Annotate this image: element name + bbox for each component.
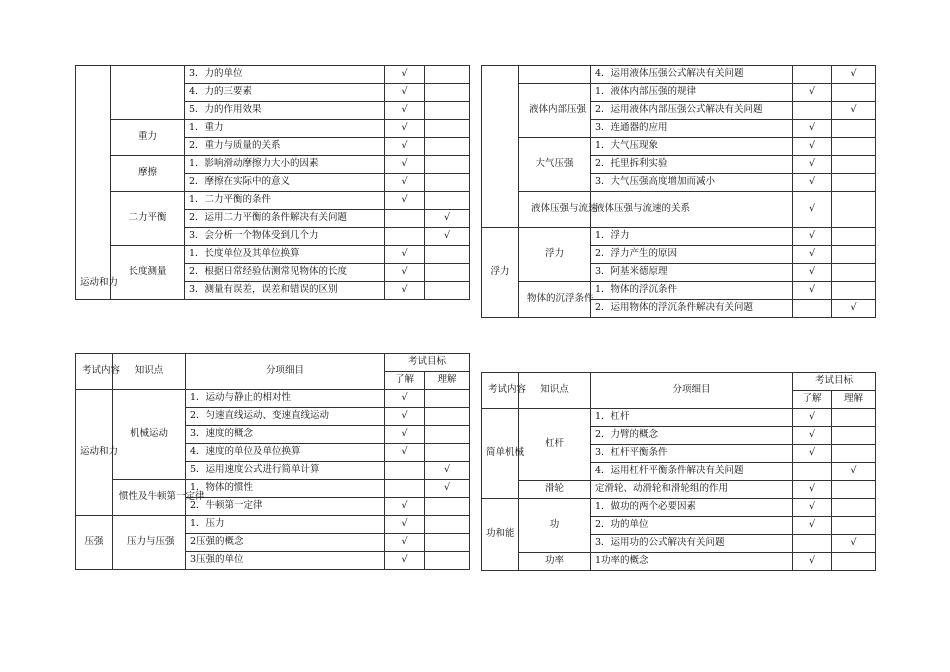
item-cell: 2．摩擦在实际中的意义 [185,174,385,192]
knowledge-cell: 二力平衡 [111,192,185,246]
header-understand: 了解 [385,372,425,390]
check-comprehend [832,156,876,174]
header-comprehend: 理解 [425,372,470,390]
table-row [482,192,876,228]
check-understand: √ [793,192,832,228]
item-cell: 3．力的单位 [185,66,385,84]
table-row [482,282,876,300]
topic-cell: 运动和力 [76,390,113,516]
item-cell: 3．大气压强高度增加而减小 [591,174,793,192]
item-cell: 1功率的概念 [591,553,793,571]
header-content: 考试内容 [482,373,519,409]
item-cell: 1．做功的两个必要因素 [591,499,793,517]
check-understand: √ [385,138,425,156]
table-row [482,228,876,246]
table-row [76,192,470,210]
item-cell: 5．力的作用效果 [185,102,385,120]
check-comprehend [832,264,876,282]
item-cell: 2．匀速直线运动、变速直线运动 [186,408,385,426]
table-row [482,84,876,102]
check-understand [793,66,832,84]
item-cell: 1．二力平衡的条件 [185,192,385,210]
check-comprehend [832,192,876,228]
check-comprehend [832,228,876,246]
check-understand: √ [793,445,832,463]
check-understand [793,535,832,553]
item-cell: 2．力臂的概念 [591,427,793,445]
item-cell: 定滑轮、动滑轮和滑轮组的作用 [591,481,793,499]
item-cell: 3．测量有误差，误差和错误的区别 [185,282,385,300]
knowledge-cell-empty [111,66,185,120]
item-cell: 5．运用速度公式进行简单计算 [186,462,385,480]
header-understand: 了解 [793,391,832,409]
knowledge-cell: 液体内部压强 [519,84,591,138]
check-understand: √ [385,102,425,120]
item-cell: 3．速度的概念 [186,426,385,444]
item-cell: 3压强的单位 [186,552,385,570]
item-cell: 4．运用杠杆平衡条件解决有关问题 [591,463,793,481]
topic-cell: 功和能 [482,499,519,571]
check-comprehend [832,84,876,102]
check-understand: √ [793,481,832,499]
check-comprehend [425,138,470,156]
check-understand [793,102,832,120]
item-cell: 4．速度的单位及单位换算 [186,444,385,462]
check-understand: √ [385,192,425,210]
table-row [76,390,470,408]
item-cell: 2．功的单位 [591,517,793,535]
check-understand: √ [385,516,425,534]
check-understand: √ [793,499,832,517]
check-comprehend [425,264,470,282]
knowledge-cell: 物体的沉浮条件 [519,282,591,318]
check-comprehend [425,390,470,408]
check-understand: √ [385,498,425,516]
check-comprehend [425,84,470,102]
table-header-row [482,373,876,391]
check-understand [385,462,425,480]
check-understand: √ [793,282,832,300]
item-cell: 1．浮力 [591,228,793,246]
check-understand: √ [385,444,425,462]
header-comprehend: 理解 [832,391,876,409]
table-buoyancy [481,65,876,318]
item-cell: 1．长度单位及其单位换算 [185,246,385,264]
item-cell: 1．物体的惯性 [186,480,385,498]
header-goal: 考试目标 [385,354,470,372]
item-cell: 3．连通器的应用 [591,120,793,138]
header-items: 分项细目 [591,373,793,409]
table-row [482,499,876,517]
check-understand: √ [793,427,832,445]
item-cell: 2．运用二力平衡的条件解决有关问题 [185,210,385,228]
knowledge-cell: 机械运动 [113,390,186,480]
check-understand: √ [385,552,425,570]
check-understand: √ [385,426,425,444]
knowledge-cell: 功 [519,499,591,553]
check-understand: √ [385,534,425,552]
check-comprehend: √ [832,463,876,481]
item-cell: 3．杠杆平衡条件 [591,445,793,463]
check-comprehend [832,409,876,427]
check-understand [385,228,425,246]
check-comprehend: √ [832,66,876,84]
check-comprehend [425,498,470,516]
header-knowledge: 知识点 [519,373,591,409]
table-motion-pressure [75,353,470,570]
check-understand: √ [793,264,832,282]
knowledge-cell-empty [519,66,591,84]
item-cell: 2．浮力产生的原因 [591,246,793,264]
item-cell: 1．杠杆 [591,409,793,427]
check-comprehend [832,445,876,463]
item-cell: 1．重力 [185,120,385,138]
header-items: 分项细目 [186,354,385,390]
check-comprehend: √ [425,480,470,498]
check-comprehend [832,138,876,156]
check-comprehend [832,517,876,535]
table-row [76,516,470,534]
check-comprehend: √ [832,102,876,120]
check-comprehend [425,66,470,84]
topic-cell: 浮力 [482,228,519,318]
check-understand: √ [793,228,832,246]
knowledge-cell: 大气压强 [519,138,591,192]
check-comprehend [425,426,470,444]
check-understand: √ [385,390,425,408]
item-cell: 3．阿基米德原理 [591,264,793,282]
item-cell: 2．根据日常经验估测常见物体的长度 [185,264,385,282]
table-row [76,246,470,264]
check-comprehend [832,246,876,264]
check-understand: √ [385,408,425,426]
topic-cell: 压强 [76,516,113,570]
topic-cell: 简单机械 [482,409,519,499]
table-machines-work [481,372,876,571]
check-understand: √ [793,156,832,174]
check-comprehend [425,174,470,192]
check-comprehend [425,408,470,426]
header-goal: 考试目标 [793,373,876,391]
check-understand: √ [385,264,425,282]
item-cell: 1．影响滑动摩擦力大小的因素 [185,156,385,174]
topic-cell-empty [482,66,519,228]
table-row [482,553,876,571]
check-understand: √ [385,246,425,264]
table-header-row [76,354,470,372]
check-understand: √ [793,553,832,571]
check-comprehend [425,102,470,120]
knowledge-cell: 压力与压强 [113,516,186,570]
table-row [482,138,876,156]
check-comprehend [425,246,470,264]
table-row [482,481,876,499]
knowledge-cell: 惯性及牛顿第一定律 [113,480,186,516]
check-understand: √ [385,174,425,192]
check-understand: √ [793,120,832,138]
knowledge-cell: 重力 [111,120,185,156]
check-understand: √ [385,282,425,300]
check-understand [793,463,832,481]
check-comprehend [832,282,876,300]
knowledge-cell: 液体压强与流速 [519,192,591,228]
check-comprehend [425,282,470,300]
check-comprehend [832,427,876,445]
check-understand: √ [385,66,425,84]
check-comprehend: √ [832,535,876,553]
check-understand [793,300,832,318]
item-cell: 1．物体的浮沉条件 [591,282,793,300]
check-understand: √ [385,156,425,174]
check-understand: √ [793,517,832,535]
check-comprehend [425,120,470,138]
item-cell: 3．运用功的公式解决有关问题 [591,535,793,553]
item-cell: 2．托里拆利实验 [591,156,793,174]
check-comprehend [425,534,470,552]
table-row [76,480,470,498]
topic-cell: 运动和力 [76,66,111,300]
table-motion-force-1 [75,65,470,300]
item-cell: 3．会分析一个物体受到几个力 [185,228,385,246]
item-cell: 2．重力与质量的关系 [185,138,385,156]
check-understand: √ [793,409,832,427]
header-knowledge: 知识点 [113,354,186,390]
check-comprehend: √ [425,210,470,228]
knowledge-cell: 长度测量 [111,246,185,300]
check-understand: √ [793,246,832,264]
check-comprehend [832,481,876,499]
item-cell: 1．运动与静止的相对性 [186,390,385,408]
check-comprehend [425,552,470,570]
knowledge-cell: 滑轮 [519,481,591,499]
check-comprehend [425,192,470,210]
item-cell: 1．大气压现象 [591,138,793,156]
check-understand [385,210,425,228]
item-cell: 2．运用物体的浮沉条件解决有关问题 [591,300,793,318]
table-row [76,156,470,174]
knowledge-cell: 浮力 [519,228,591,282]
table-row [76,66,470,84]
table-row [482,409,876,427]
check-comprehend: √ [425,462,470,480]
check-understand: √ [793,84,832,102]
item-cell: 2压强的概念 [186,534,385,552]
check-understand: √ [385,120,425,138]
item-cell: 1．压力 [186,516,385,534]
item-cell: 2．运用液体内部压强公式解决有关问题 [591,102,793,120]
item-cell: 4．运用液体压强公式解决有关问题 [591,66,793,84]
knowledge-cell: 杠杆 [519,409,591,481]
table-row [76,120,470,138]
knowledge-cell: 功率 [519,553,591,571]
item-cell: 2．牛顿第一定律 [186,498,385,516]
check-comprehend [425,156,470,174]
header-content: 考试内容 [76,354,113,390]
check-comprehend: √ [832,300,876,318]
table-row [482,66,876,84]
check-comprehend [832,553,876,571]
check-comprehend [832,174,876,192]
check-comprehend [425,516,470,534]
check-understand: √ [793,174,832,192]
check-understand: √ [385,84,425,102]
check-comprehend [832,120,876,138]
check-understand [385,480,425,498]
check-understand: √ [793,138,832,156]
knowledge-cell: 摩擦 [111,156,185,192]
item-cell: 4．力的三要素 [185,84,385,102]
item-cell: 1．液体内部压强的规律 [591,84,793,102]
check-comprehend [425,444,470,462]
item-cell: 液体压强与流速的关系 [591,192,793,228]
check-comprehend: √ [425,228,470,246]
check-comprehend [832,499,876,517]
